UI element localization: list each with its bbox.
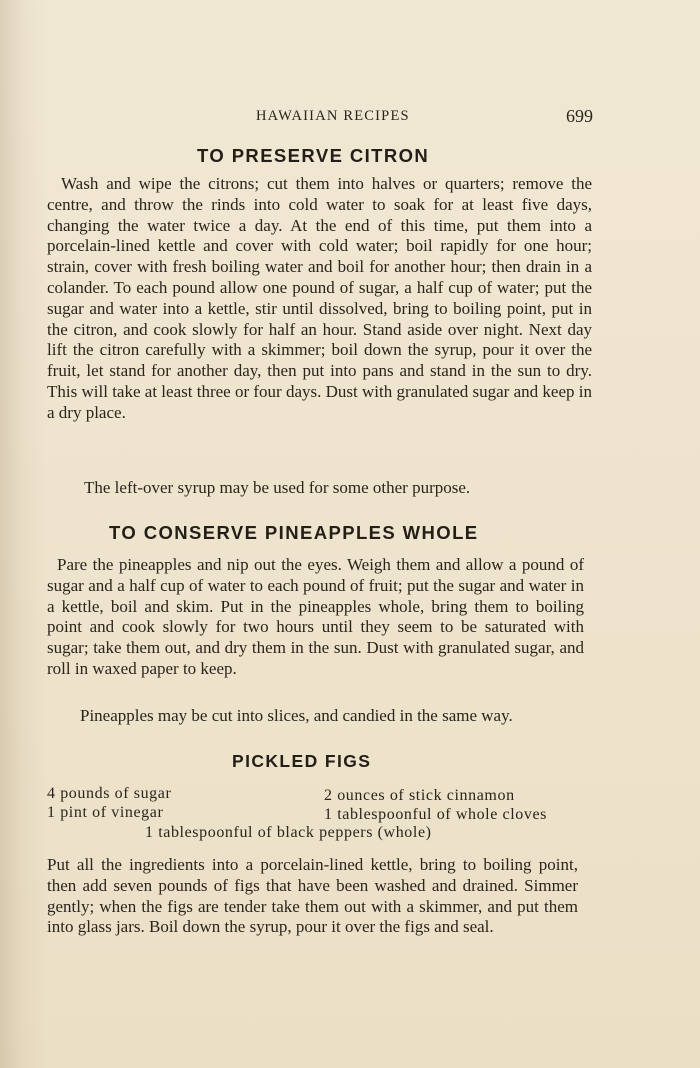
section-title-preserve-citron: TO PRESERVE CITRON [197,145,430,166]
ingredient-item: 1 pint of vinegar [47,804,164,821]
ingredient-item: 1 tablespoonful of black peppers (whole) [145,824,432,841]
page-number: 699 [566,106,593,126]
pineapple-note-paragraph: Pineapples may be cut into slices, and candied in the same way. [80,706,513,725]
citron-method-paragraph: Wash and wipe the citrons; cut them into halves or quarters; remove the centre, and throw the rinds into cold water to soak for at least five days, changing the water twice a day. At the end of this time, put them into a porcelain-lined kettle and cover with cold water; boil rapidly for one hour; strain, cover with fresh boiling water and boil for another hour; then drain in a colander. To each pound allow one pound of sugar, a half cup of water; put the sugar and water into a kettle, stir until dissolved, bring to boiling point, put in the citron, and cook slowly for half an hour. Stand aside over night. Next day lift the citron carefully with a skimmer; boil down the syrup, pour it over the fruit, let stand for another day, then put into pans and stand in the sun to dry. This will take at least three or four days. Dust with granulated sugar and keep in a dry place. [47,174,592,422]
running-head [0,106,700,130]
section-title-pickled-figs: PICKLED FIGS [232,751,372,771]
ingredient-item: 4 pounds of sugar [47,785,172,802]
figs-method-paragraph: Put all the ingredients into a porcelain-lined kettle, bring to boiling point, then add seven pounds of figs that have been washed and drained. Simmer gently; when the figs are tender take them out with a skimmer, and put them into glass jars. Boil down the syrup, pour it over the figs and seal. [47,855,578,937]
ingredient-item: 1 tablespoonful of whole cloves [324,806,547,823]
ingredient-item: 2 ounces of stick cinnamon [324,787,515,804]
citron-note-paragraph: The left-over syrup may be used for some other purpose. [84,478,471,497]
section-title-conserve-pineapples: TO CONSERVE PINEAPPLES WHOLE [109,522,479,543]
pineapple-method-paragraph: Pare the pineapples and nip out the eyes. Weigh them and allow a pound of sugar and a half cup of water to each pound of fruit; put the sugar and water in a kettle, boil and skim. Put in the pineapples whole, bring them to boiling point and cook slowly for two hours until they seem to be saturated with sugar; take them out, and dry them in the sun. Dust with granulated sugar, and roll in waxed paper to keep. [47,555,584,678]
running-title: HAWAIIAN RECIPES [256,108,410,124]
ingredient-list [47,785,607,845]
